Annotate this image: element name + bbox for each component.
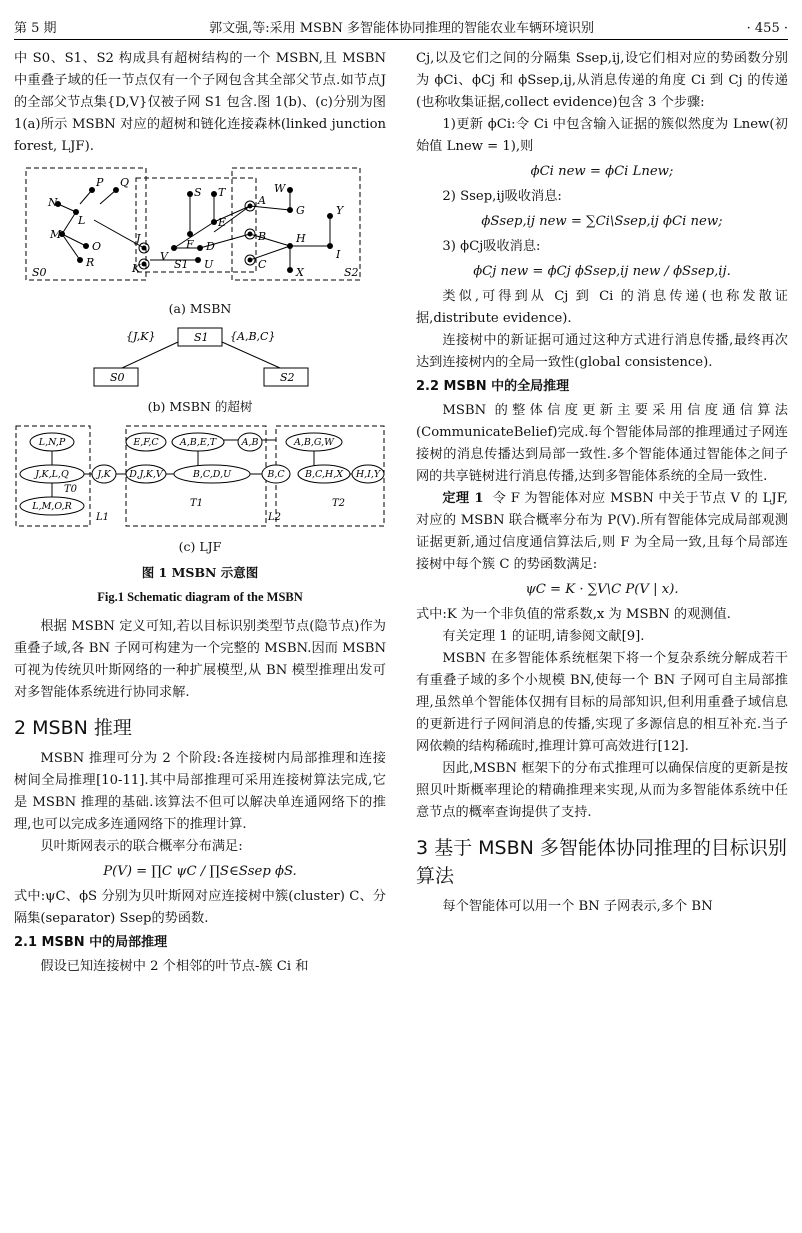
node-label: T (218, 186, 226, 199)
node-label: E (218, 216, 227, 229)
node-label: G (296, 204, 305, 217)
step: 2) Ssep,ij吸收消息: (442, 189, 562, 204)
paragraph: MSBN 的整体信度更新主要采用信度通信算法(CommunicateBelief)完成.每个智能体局部的推理通过子网连接树的消息传播达到局部一致性.多个智能体通过智能体之间子网的共享链树进行消息传播,达到多智能体系统的全局一致性. (416, 403, 788, 484)
node-label: S (194, 186, 202, 199)
node-label: K (132, 262, 141, 275)
node-label: L (78, 214, 86, 227)
caption-c: (c) LJF (178, 539, 222, 554)
separator-label: {J,K} (126, 330, 156, 343)
node-label: S1 (174, 258, 189, 271)
right-column (416, 48, 788, 918)
node-label: R (86, 256, 95, 269)
paragraph: 贝叶斯网表示的联合概率分布满足: (40, 839, 243, 854)
theorem-text: 令 F 为智能体对应 MSBN 中关于节点 V 的 LJF,对应的 MSBN 联合概率分布为 P(V).所有智能体完成局部观测证据更新,通过信度通信算法后,则 F 为全局一致,且每个局部连接树中每个簇 C 的势函数满足: (416, 491, 788, 572)
caption-a: (a) MSBN (168, 301, 232, 316)
tree-label: T0 (64, 484, 78, 495)
s1-box-label: S1 (194, 331, 209, 344)
subsection-heading: 2.2 MSBN 中的全局推理 (416, 379, 570, 394)
cluster-label: B,C,D,U (192, 469, 232, 480)
node-label: B (258, 230, 267, 243)
figure-1a-msbn (14, 164, 386, 294)
issue-number: 第 5 期 (14, 21, 57, 36)
tree-label: L1 (96, 512, 110, 523)
cluster-label: H,I,Y (355, 469, 381, 480)
paragraph: 类似,可得到从 Cj 到 Ci 的消息传递(也称发散证据,distribute evidence). (416, 289, 788, 326)
node-label: S0 (32, 266, 47, 279)
paragraph: 每个智能体可以用一个 BN 子网表示,多个 BN (442, 899, 713, 914)
cluster-label: L,N,P (38, 437, 66, 448)
paragraph: MSBN 在多智能体系统框架下将一个复杂系统分解成若干有重叠子域的多个小规模 BN,使每一个 BN 子网可自主局部推理,虽然单个智能体仅拥有目标的局部知识,但利用重叠子域信息的更新进行子网间消息的传播,实现了多源信息的相互补充.当子网依赖的结构稀疏时,推理计算可高效进行[12]. (416, 651, 788, 754)
theorem-label: 定理 1 (442, 491, 484, 506)
node-label: Y (336, 204, 344, 217)
subsection-heading: 2.1 MSBN 中的局部推理 (14, 935, 168, 950)
node-label: X (296, 266, 304, 279)
node-label: Q (120, 176, 130, 189)
tree-label: T2 (332, 498, 346, 509)
figure-title-en: Fig.1 Schematic diagram of the MSBN (97, 590, 303, 604)
cluster-label: A,B (241, 437, 259, 448)
step: 3) ϕCj吸收消息: (442, 239, 541, 254)
equation: ψC = K · ∑V\C P(V | x). (525, 582, 679, 597)
paragraph: 根据 MSBN 定义可知,若以目标识别类型节点(隐节点)作为重叠子域,各 BN 子网可构建为一个完整的 MSBN.因而 MSBN 可视为传统贝叶斯网络的一种扩展模型,从 BN 模型推理出发可对多智能体系统进行协同求解. (14, 619, 386, 700)
equation: ϕCj new = ϕCj ϕSsep,ij new / ϕSsep,ij. (473, 264, 731, 279)
node-label: U (204, 258, 214, 271)
node-label: I (336, 248, 341, 261)
figure-1b-hypertree (14, 324, 386, 392)
paragraph: 中 S0、S1、S2 构成具有超树结构的一个 MSBN,且 MSBN 中重叠子域的任一节点仅有一个子网包含其全部父节点.如节点J的全部父节点集{D,V}仅被子网 S1 包含.图 1(b)、(c)分别为图 1(a)所示 MSBN 对应的超树和链化连接森林(linked junction forest, LJF). (14, 51, 386, 154)
tree-label: L2 (268, 512, 282, 523)
node-label: M (50, 228, 62, 241)
node-label: A (258, 194, 266, 207)
cluster-label: A,B,G,W (294, 437, 334, 448)
node-label: V (160, 250, 168, 263)
section-heading: 3 基于 MSBN 多智能体协同推理的目标识别算法 (416, 837, 787, 887)
cluster-label: A,B,E,T (179, 437, 217, 448)
separator-label: {A,B,C} (230, 330, 276, 343)
node-label: J (136, 232, 141, 245)
section-heading: 2 MSBN 推理 (14, 717, 132, 739)
node-label: F (186, 238, 194, 251)
node-label: C (258, 258, 267, 271)
figure-title: 图 1 MSBN 示意图 (141, 565, 259, 580)
caption-b: (b) MSBN 的超树 (147, 399, 253, 414)
node-label: D (206, 240, 215, 253)
node-label: P (96, 176, 104, 189)
paragraph: 式中:ψC、ϕS 分别为贝叶斯网对应连接树中簇(cluster) C、分隔集(separator) Ssep的势函数. (14, 889, 386, 926)
paragraph: 因此,MSBN 框架下的分布式推理可以确保信度的更新是按照贝叶斯概率理论的精确推理来实现,从而为多智能体系统中任意节点的概率查询提供了支持. (416, 761, 788, 820)
cluster-label: E,F,C (133, 437, 159, 448)
paragraph: 式中:K 为一个非负值的常系数,x 为 MSBN 的观测值. (416, 607, 731, 622)
s0-box-label: S0 (110, 371, 125, 384)
node-label: H (296, 232, 306, 245)
paragraph: 连接树中的新证据可通过这种方式进行消息传播,最终再次达到连接树内的全局一致性(global consistence). (416, 333, 788, 370)
left-column (14, 48, 386, 978)
theorem (416, 488, 788, 576)
cluster-label: J,K,L,Q (35, 469, 69, 480)
cluster-label: J,K (97, 469, 111, 480)
paragraph: MSBN 推理可分为 2 个阶段:各连接树内局部推理和连接树间全局推理[10-11].其中局部推理可采用连接树算法完成,它是 MSBN 推理的基础.该算法不但可以解决单连通网络下的推理,也可以完成多连通网络下的推理计算. (14, 751, 386, 832)
cluster-label: D,J,K,V (129, 469, 163, 480)
node-label: S2 (344, 266, 359, 279)
paragraph: 有关定理 1 的证明,请参阅文献[9]. (442, 629, 645, 644)
s2-box-label: S2 (280, 371, 295, 384)
equation: P(V) = ∏C ψC / ∏S∈Ssep ϕS. (103, 864, 297, 879)
cluster-label: B,C (267, 469, 285, 480)
tree-label: T1 (190, 498, 204, 509)
paragraph: Cj,以及它们之间的分隔集 Ssep,ij,设它们相对应的势函数分别为 ϕCi、ϕCj 和 ϕSsep,ij,从消息传递的角度 Ci 到 Cj 的传递(也称收集证据,collect evidence)包含 3 个步骤: (416, 51, 788, 110)
header-title: 郭文强,等:采用 MSBN 多智能体协同推理的智能农业车辆环境识别 (209, 21, 595, 36)
node-label: O (92, 240, 102, 253)
page-number: · 455 · (746, 21, 788, 36)
node-label: N (48, 196, 58, 209)
cluster-label: B,C,H,X (304, 469, 344, 480)
equation: ϕCi new = ϕCi Lnew; (530, 164, 674, 179)
figure-1c-ljf (14, 422, 386, 532)
equation: ϕSsep,ij new = ∑Ci\Ssep,ij ϕCi new; (481, 214, 723, 229)
running-header (14, 14, 788, 40)
paragraph: 假设已知连接树中 2 个相邻的叶节点-簇 Ci 和 (40, 959, 309, 974)
node-label: W (274, 182, 286, 195)
step: 1)更新 ϕCi:令 Ci 中包含输入证据的簇似然度为 Lnew(初始值 Lnew = 1),则 (416, 117, 788, 154)
cluster-label: L,M,O,R (32, 501, 72, 512)
